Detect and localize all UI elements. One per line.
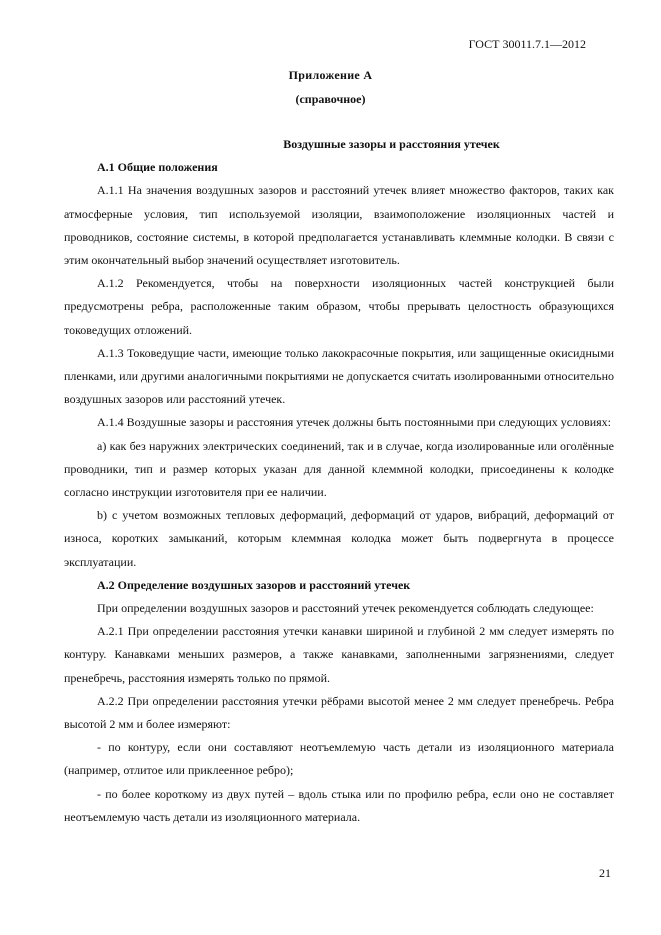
- heading-a1: А.1 Общие положения: [97, 160, 218, 175]
- document-body: [64, 133, 614, 829]
- page-number: 21: [599, 866, 611, 880]
- list-item-a2-2-1: - по контуру, если они составляют неотъемлемую часть детали из изоляционного материала (например, отлитое или приклеенное ребро);: [64, 740, 614, 778]
- paragraph-a1-4-a: a) как без наружних электрических соединений, так и в случае, когда изолированные или оголённые проводники, тип и размер которых указан для данной клеммной колодки, присоединены к колодке согласно инструкции изготовителя при ее наличии.: [64, 438, 614, 500]
- paragraph-a2-intro: При определении воздушных зазоров и расстояний утечек рекомендуется соблюдать следующее:: [97, 601, 594, 616]
- paragraph-a1-2: А.1.2 Рекомендуется, чтобы на поверхности изоляционных частей конструкцией были предусмотрены ребра, расположенные таким образом, чтобы прерывать целостность образующихся токоведущих отложений.: [64, 276, 614, 337]
- document-code: ГОСТ 30011.7.1—2012: [468, 37, 586, 51]
- paragraph-a1-4: А.1.4 Воздушные зазоры и расстояния утечек должны быть постоянными при следующих условиях:: [97, 415, 612, 430]
- list-item-a2-2-2: - по более короткому из двух путей – вдоль стыка или по профилю ребра, если оно не составляет неотъемлемую часть детали из изоляционного материала.: [64, 786, 614, 824]
- appendix-subtitle: (справочное): [295, 92, 366, 106]
- paragraph-a2-2: А.2.2 При определении расстояния утечки рёбрами высотой менее 2 мм следует пренебречь. Ребра высотой 2 мм и более измеряют:: [64, 693, 614, 732]
- paragraph-a1-3: А.1.3 Токоведущие части, имеющие только лакокрасочные покрытия, или защищенные окисидными пленками, или другими аналогичными покрытиями не допускается считать изолированными относительно воздушных зазоров или расстояний утечек.: [64, 345, 614, 407]
- appendix-title: Приложение А: [288, 68, 373, 82]
- paragraph-a2-1: А.2.1 При определении расстояния утечки канавки шириной и глубиной 2 мм следует измерять по контуру. Канавками меньших размеров, а также канавками, заполненными загрязнениями, следует пренебречь, расстояния измерять только по прямой.: [64, 624, 614, 685]
- heading-a2: А.2 Определение воздушных зазоров и расстояний утечек: [97, 577, 411, 592]
- section-title: Воздушные зазоры и расстояния утечек: [283, 137, 500, 151]
- paragraph-a1-4-b: b) с учетом возможных тепловых деформаций, деформаций от ударов, вибраций, деформаций от износа, коротких замыканий, которым клеммная колодка может быть подвергнута в процессе эксплуатации.: [64, 508, 614, 569]
- paragraph-a1-1: А.1.1 На значения воздушных зазоров и расстояний утечек влияет множество факторов, таких как атмосферные условия, тип используемой изоляции, взаимоположение изоляционных частей и проводников, состояние системы, в которой предполагается устанавливать клеммные колодки. В связи с этим окончательный выбор значений осуществляет изготовитель.: [64, 183, 614, 268]
